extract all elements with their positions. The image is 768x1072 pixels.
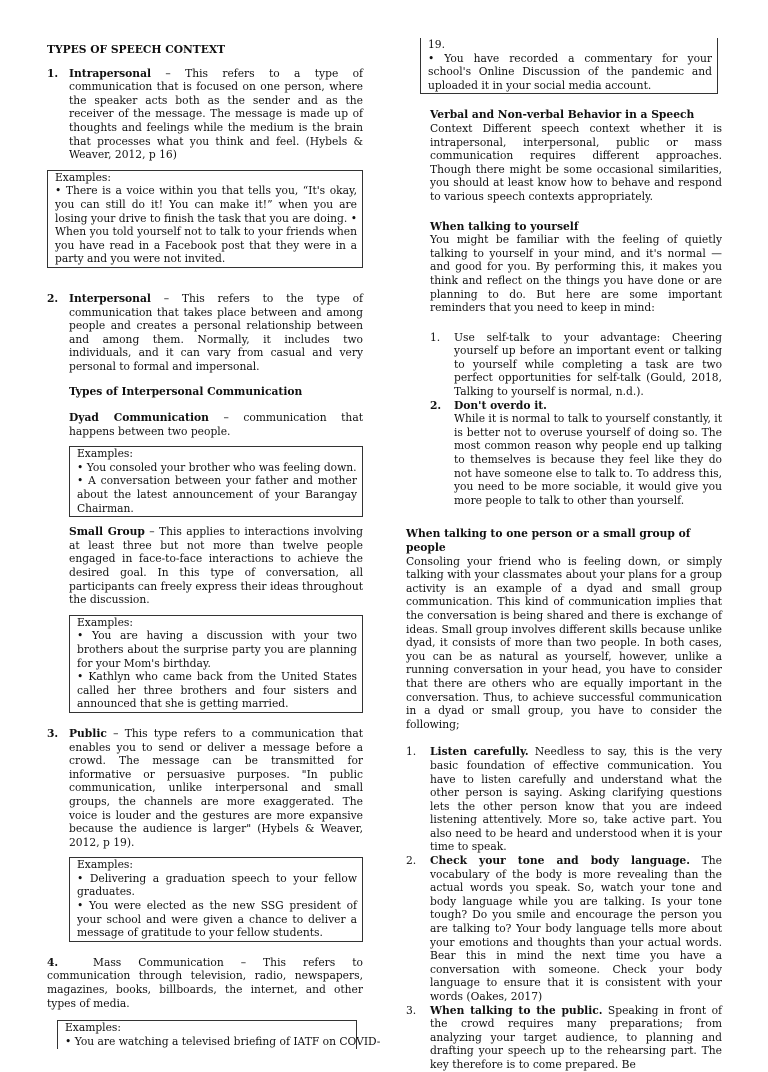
examples-heading: Examples: xyxy=(77,858,134,872)
list-item-text: Needless to say, this is the very basic foundation of effective communication. You have to listen carefully and understand what the other person is saying. Asking clarifying questions lets the other person know that you are indeed listening attentively. More so, take active part. You also need to be heard and understood when it is your time to speak. xyxy=(430,745,723,854)
group-list-item xyxy=(406,854,722,1004)
interpersonal-text: – This refers to the type of communication that takes place between and among people and creates a personal relationship between and among them. Normally, it includes two individuals, and it can vary from casual and very personal to formal and impersonal. xyxy=(69,291,363,373)
list-item-text: Use self-talk to your advantage: Cheering yourself up before an important event or talking to yourself while completing a task are two perfect opportunities for self-talk (Gould, 2018, Talking to yourself is normal, n.d.). xyxy=(454,330,722,399)
example-text: • You were elected as the new SSG president of your school and were given a chance to deliver a message of gratitude to your fellow students. xyxy=(77,899,357,940)
item-number: 3. xyxy=(47,726,59,740)
interpersonal-term: Interpersonal xyxy=(69,291,151,305)
intrapersonal-item xyxy=(47,67,363,162)
list-item-term: When talking to the public. xyxy=(430,1003,603,1017)
example-text: • You have recorded a commentary for your school's Online Discussion of the pandemic and uploaded it in your social media account. xyxy=(428,51,712,92)
verbal-section xyxy=(406,108,722,314)
example-text: • A conversation between your father and mother about the latest announcement of your Barangay Chairman. xyxy=(77,474,357,515)
yourself-list-item xyxy=(430,331,722,399)
list-item-text: Speaking in front of the crowd requires many preparations; from analyzing your target audience, to planning and drafting your speech up to the rehearsing part. The key therefore is to come prepared. Be xyxy=(430,1003,722,1071)
right-column xyxy=(406,38,722,1072)
mass-examples-continued-box xyxy=(420,38,718,94)
page-title: TYPES OF SPEECH CONTEXT xyxy=(47,43,226,56)
section-text: You might be familiar with the feeling of quietly talking to yourself in your mind, and it's normal — and good for you. By performing this, it makes you think and reflect on the things you have done or are planning to do. But here are some important reminders that you need to keep in mind: xyxy=(430,233,722,315)
list-item-text: The vocabulary of the body is more revealing than the actual words you speak. So, watch your tone and body language while you are talking. Is your tone tough? Do you smile and encourage the person you are talking to? Your body language tells more about your emotions and thoughts than your actual words. Bear this in mind the next time you have a conversation with someone. Check your body language to ensure that it is consistent with your words (Oakes, 2017) xyxy=(430,854,723,1003)
dyad-term: Dyad Communication xyxy=(69,411,209,425)
example-text: 19. xyxy=(428,38,445,51)
public-text: – This type refers to a communication that enables you to send or deliver a message before a crowd. The message can be transmitted for informative or persuasive purposes. "In public communication, unlike interpersonal and small groups, the channels are more exaggerated. The voice is louder and the gestures are more expansive because the audience is larger" (Hybels & Weaver, 2012, p 19). xyxy=(69,726,363,849)
dyad-examples-box xyxy=(69,446,363,517)
intrapersonal-examples-box xyxy=(47,170,363,268)
dyad-paragraph xyxy=(47,411,363,438)
group-list-item xyxy=(406,745,722,854)
item-number: 2. xyxy=(47,291,59,305)
examples-heading: Examples: xyxy=(55,170,112,184)
example-text: • You are having a discussion with your two brothers about the surprise party you are planning for your Mom's birthday. xyxy=(77,629,357,670)
item-number: 1. xyxy=(406,745,417,759)
examples-heading: Examples: xyxy=(77,447,134,461)
examples-heading: Examples: xyxy=(77,615,134,629)
intrapersonal-term: Intrapersonal xyxy=(69,66,152,80)
section-text: Consoling your friend who is feeling down, or simply talking with your classmates about your plans for a group activity is an example of a dyad and small group communication. This kind of communication implies that the conversation is being shared and there is exchange of ideas. Small group involves different skills because unlike dyad, it consists of more than two people. In both cases, you can be as natural as yourself, however, unlike a running conversation in your head, you have to consider that there are others who are equally important in the conversation. Thus, to achieve successful communication in a dyad or small group, you have to consider the following; xyxy=(406,554,722,731)
interpersonal-item xyxy=(47,292,363,374)
intrapersonal-text: – This refers to a type of communication that is focused on one person, where the speaker acts both as the sender and as the receiver of the message. The message is made up of thoughts and feelings while the medium is the brain that processes what you think and feel. (Hybels & Weaver, 2012, p 16) xyxy=(69,66,363,162)
list-item-text: While it is normal to talk to yourself constantly, it is better not to overuse yourself of doing so. The most common reason why people end up talking to themselves is because they feel like they do not have someone else to talk to. To address this, you need to be more sociable, it would give you more people to talk to other than yourself. xyxy=(454,412,723,507)
examples-heading: Examples: xyxy=(65,1021,122,1035)
item-number: 2. xyxy=(406,854,417,868)
public-item xyxy=(47,727,363,849)
small-group-paragraph xyxy=(47,525,363,607)
example-text: • There is a voice within you that tells you, “It's okay, you can still do it! You can make it!” when you are losing your drive to finish the task that you are doing. • When you told yourself not to talk to your friends when you have read in a Facebook post that they were in a party and you were not invited. xyxy=(55,184,357,266)
types-interpersonal-heading: Types of Interpersonal Communication xyxy=(69,385,303,399)
item-number: 2. xyxy=(430,398,442,412)
public-examples-box xyxy=(69,857,363,942)
section-text: Context Different speech context whether it is intrapersonal, interpersonal, public or mass communication requires different approaches. Though there might be some occasional similarities, you should at least know how to behave and respond to various speech contexts appropriately. xyxy=(430,121,722,203)
mass-examples-box xyxy=(57,1020,381,1049)
item-number: 4. xyxy=(47,955,59,969)
small-group-text: – This applies to interactions involving at least three but not more than twelve people engaged in face-to-face interactions to achieve the desired goal. In this type of conversation, all participants can freely express their ideas throughout the discussion. xyxy=(69,525,363,607)
example-text: • Kathlyn who came back from the United States called her three brothers and four sisters and announced that she is getting married. xyxy=(77,670,357,711)
mass-text: Mass Communication – This refers to communication through television, radio, newspapers, magazines, books, billboards, the internet, and other types of media. xyxy=(47,955,363,1010)
list-item-term: Don't overdo it. xyxy=(454,398,547,412)
item-number: 1. xyxy=(430,330,441,344)
left-column xyxy=(47,43,381,1049)
example-text: • You consoled your brother who was feeling down. xyxy=(77,460,357,474)
list-item-term: Check your tone and body language. xyxy=(430,854,690,868)
section-heading: Verbal and Non-verbal Behavior in a Speech xyxy=(430,108,695,122)
item-number: 3. xyxy=(406,1003,417,1017)
group-list-item xyxy=(406,1004,722,1072)
example-text: • You are watching a televised briefing of IATF on COVID- xyxy=(65,1034,381,1048)
mass-item xyxy=(47,956,363,1010)
dyad-text: – communication that happens between two people. xyxy=(69,411,363,438)
public-term: Public xyxy=(69,726,107,740)
example-text: • Delivering a graduation speech to your fellow graduates. xyxy=(77,871,357,899)
item-number: 1. xyxy=(47,66,59,80)
small-group-term: Small Group xyxy=(69,525,145,539)
small-group-examples-box xyxy=(69,615,363,713)
yourself-list-item xyxy=(430,399,722,508)
list-item-term: Listen carefully. xyxy=(430,745,529,759)
section-heading: When talking to one person or a small group of people xyxy=(406,527,691,554)
section-heading: When talking to yourself xyxy=(430,219,579,233)
